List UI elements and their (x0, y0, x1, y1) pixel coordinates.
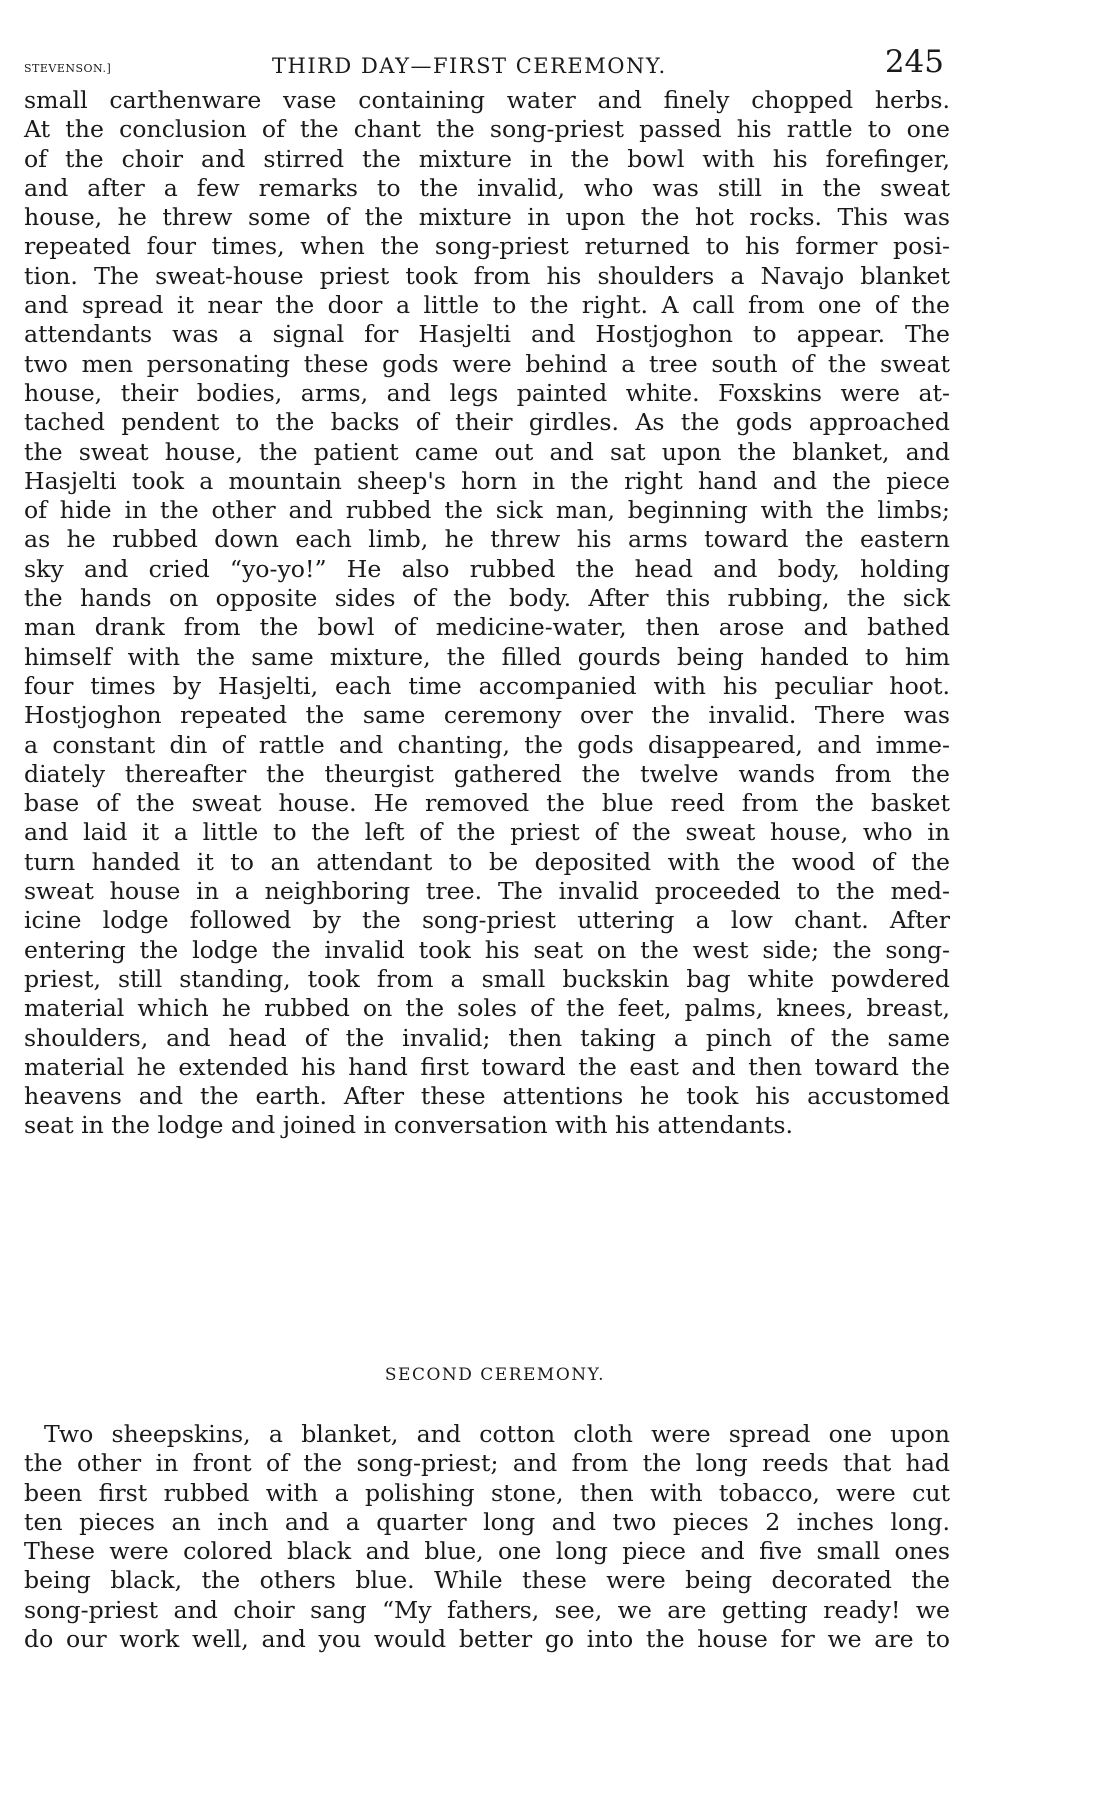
text-line: repeated four times, when the song-priest returned to his former posi- (24, 232, 950, 261)
text-line: and spread it near the door a little to the right. A call from one of the (24, 291, 950, 320)
text-line: the sweat house, the patient came out and sat upon the blanket, and (24, 437, 950, 466)
text-line: priest, still standing, took from a small buckskin bag white powdered (24, 964, 950, 993)
text-line: himself with the same mixture, the filled gourds being handed to him (24, 642, 950, 671)
text-line: house, their bodies, arms, and legs painted white. Foxskins were at- (24, 378, 950, 407)
text-line: shoulders, and head of the invalid; then taking a pinch of the same (24, 1023, 950, 1052)
text-line: two men personating these gods were behind a tree south of the sweat (24, 349, 950, 378)
text-line: heavens and the earth. After these attentions he took his accustomed (24, 1082, 950, 1111)
paragraph-third-day-first-ceremony (24, 86, 950, 1141)
text-line: These were colored black and blue, one long piece and five small ones (24, 1537, 950, 1566)
text-line: ten pieces an inch and a quarter long and two pieces 2 inches long. (24, 1507, 950, 1536)
text-line: Hostjoghon repeated the same ceremony over the invalid. There was (24, 701, 950, 730)
page-number: 245 (884, 44, 944, 80)
text-line: the hands on opposite sides of the body. After this rubbing, the sick (24, 584, 950, 613)
text-line: attendants was a signal for Hasjelti and Hostjoghon to appear. The (24, 320, 950, 349)
text-line: turn handed it to an attendant to be deposited with the wood of the (24, 847, 950, 876)
text-line: material he extended his hand first toward the east and then toward the (24, 1052, 950, 1081)
text-line: entering the lodge the invalid took his seat on the west side; the song- (24, 935, 950, 964)
text-line: being black, the others blue. While these were being decorated the (24, 1566, 950, 1595)
text-line: a constant din of rattle and chanting, the gods disappeared, and imme- (24, 730, 950, 759)
text-line: man drank from the bowl of medicine-water, then arose and bathed (24, 613, 950, 642)
text-line: tion. The sweat-house priest took from his shoulders a Navajo blanket (24, 261, 950, 290)
text-line: material which he rubbed on the soles of the feet, palms, knees, breast, (24, 994, 950, 1023)
text-line: and laid it a little to the left of the priest of the sweat house, who in (24, 818, 950, 847)
running-head (24, 44, 944, 84)
text-line: of the choir and stirred the mixture in the bowl with his forefinger, (24, 144, 950, 173)
text-line: been first rubbed with a polishing stone, then with tobacco, were cut (24, 1478, 950, 1507)
text-line: At the conclusion of the chant the song-priest passed his rattle to one (24, 115, 950, 144)
running-head-title: THIRD DAY—FIRST CEREMONY. (272, 54, 667, 78)
running-head-author: STEVENSON.] (24, 62, 112, 75)
text-line: seat in the lodge and joined in conversation with his attendants. (24, 1111, 794, 1140)
paragraph-second-ceremony (24, 1420, 950, 1654)
text-line: and after a few remarks to the invalid, who was still in the sweat (24, 173, 950, 202)
section-heading: SECOND CEREMONY. (384, 1365, 606, 1385)
text-line: icine lodge followed by the song-priest uttering a low chant. After (24, 906, 950, 935)
text-line: song-priest and choir sang “My fathers, see, we are getting ready! we (24, 1595, 950, 1624)
text-line: small carthenware vase containing water and finely chopped herbs. (24, 86, 950, 114)
text-line: Two sheepskins, a blanket, and cotton cloth were spread one upon (44, 1420, 950, 1448)
text-line: of hide in the other and rubbed the sick man, beginning with the limbs; (24, 496, 950, 525)
text-line: the other in front of the song-priest; and from the long reeds that had (24, 1449, 950, 1478)
text-line: diately thereafter the theurgist gathered the twelve wands from the (24, 759, 950, 788)
text-line: house, he threw some of the mixture in upon the hot rocks. This was (24, 203, 950, 232)
text-line: as he rubbed down each limb, he threw his arms toward the eastern (24, 525, 950, 554)
text-line: Hasjelti took a mountain sheep's horn in the right hand and the piece (24, 466, 950, 495)
text-line: four times by Hasjelti, each time accompanied with his peculiar hoot. (24, 671, 950, 700)
text-line: base of the sweat house. He removed the blue reed from the basket (24, 789, 950, 818)
text-line: tached pendent to the backs of their girdles. As the gods approached (24, 408, 950, 437)
text-line: do our work well, and you would better go into the house for we are to (24, 1625, 950, 1654)
text-line: sweat house in a neighboring tree. The invalid proceeded to the med- (24, 877, 950, 906)
text-line: sky and cried “yo-yo!” He also rubbed the head and body, holding (24, 554, 950, 583)
